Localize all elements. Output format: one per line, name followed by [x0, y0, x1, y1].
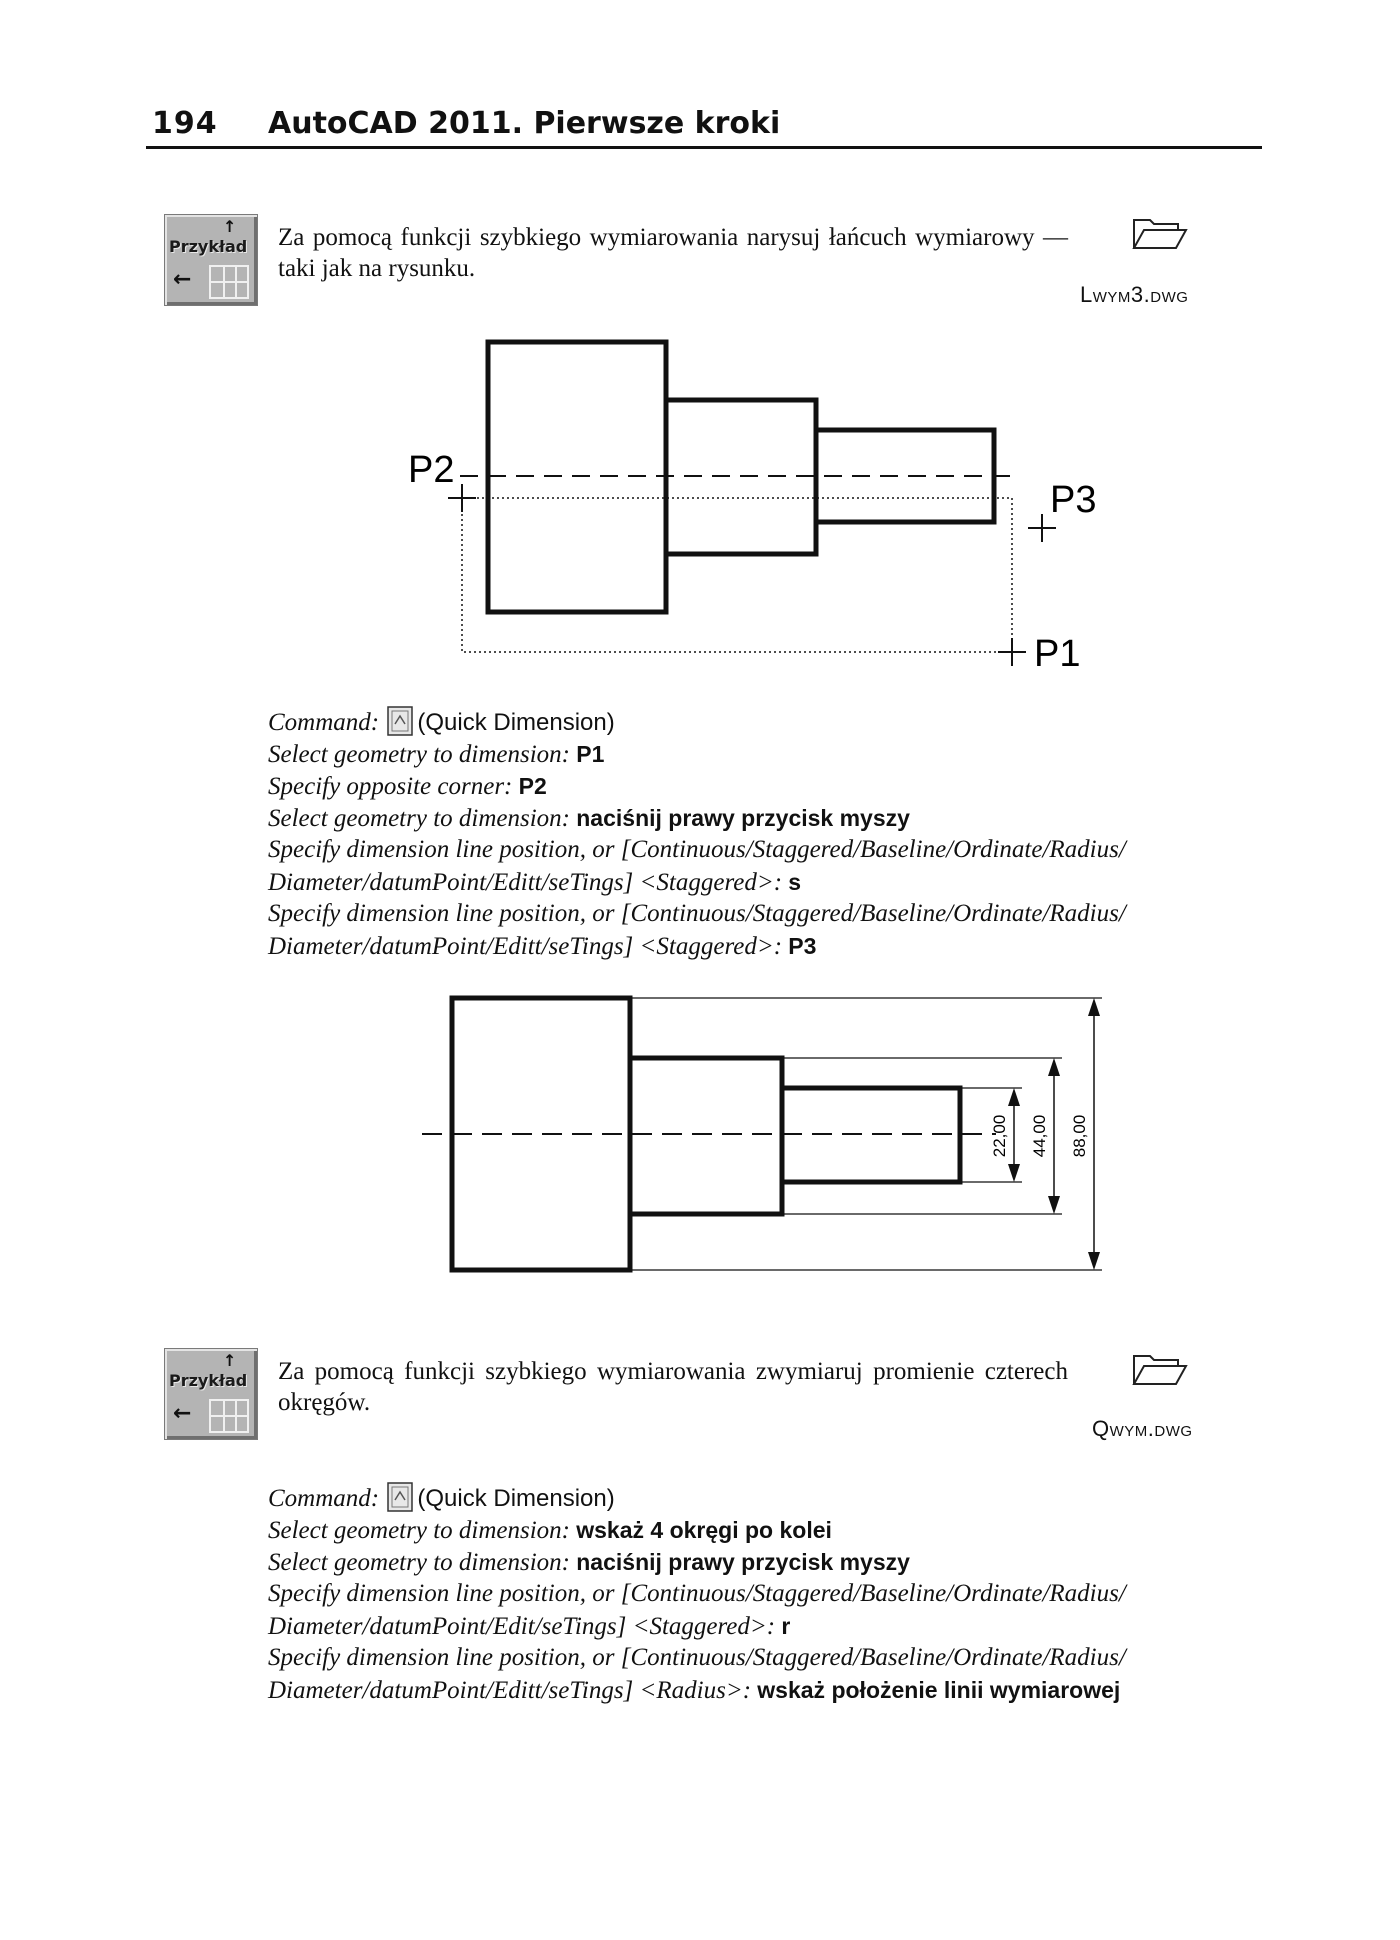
example-filename: Lwym3.dwg: [1080, 282, 1189, 307]
command-prompt: Diameter/datumPoint/Editt/seTings] <Staggered>:: [268, 933, 783, 960]
command-line: [268, 1514, 1268, 1546]
command-line: [268, 1578, 1268, 1610]
figure-dimensioned-shaft: [400, 988, 1120, 1288]
arrow-left-icon: ←: [173, 1401, 192, 1426]
example-badge: [164, 214, 258, 306]
command-listing-1: [268, 706, 1268, 962]
command-prompt: Select geometry to dimension:: [268, 741, 570, 768]
command-line: [268, 802, 1268, 834]
quick-dimension-icon: [387, 1482, 413, 1512]
folder-icon: [1128, 1350, 1188, 1390]
command-prompt: Specify dimension line position, or [Continuous/Staggered/Baseline/Ordinate/Radius/: [268, 900, 1126, 927]
command-line: [268, 706, 1268, 738]
user-input: naciśnij prawy przycisk myszy: [576, 1549, 910, 1575]
dimension-text-22: 22,00: [990, 1114, 1009, 1158]
example-badge: [164, 1348, 258, 1440]
command-prompt: Specify dimension line position, or [Continuous/Staggered/Baseline/Ordinate/Radius/: [268, 1580, 1126, 1607]
command-line: [268, 738, 1268, 770]
user-input: wskaż położenie linii wymiarowej: [757, 1677, 1121, 1703]
command-prompt: Specify dimension line position, or [Continuous/Staggered/Baseline/Ordinate/Radius/: [268, 836, 1126, 863]
command-prompt: Command:: [268, 1485, 380, 1512]
arrow-left-icon: ←: [173, 267, 192, 292]
command-line: [268, 930, 1268, 962]
command-line: [268, 1642, 1268, 1674]
command-prompt: Select geometry to dimension:: [268, 1549, 570, 1576]
command-line: [268, 1546, 1268, 1578]
user-input: P3: [788, 933, 817, 959]
command-prompt: Command:: [268, 709, 380, 736]
user-input: P1: [576, 741, 605, 767]
command-line: [268, 1610, 1268, 1642]
user-input: wskaż 4 okręgi po kolei: [576, 1517, 832, 1543]
command-line: [268, 898, 1268, 930]
page-header: [146, 104, 1262, 149]
book-title: AutoCAD 2011. Pierwsze kroki: [268, 106, 781, 141]
label-p1: P1: [1034, 633, 1081, 675]
user-input: P2: [518, 773, 547, 799]
example-badge-label: Przykład: [169, 237, 248, 256]
command-prompt: Specify opposite corner:: [268, 773, 513, 800]
command-prompt: Select geometry to dimension:: [268, 805, 570, 832]
example-text: Za pomocą funkcji szybkiego wymiarowania narysuj łańcuch wymiarowy — taki jak na rysunku.: [278, 224, 1068, 282]
command-prompt: Diameter/datumPoint/Editt/seTings] <Staggered>:: [268, 869, 783, 896]
figure-select-geometry: [400, 330, 1140, 700]
grid-icon: [209, 1399, 249, 1433]
arrow-up-icon: ↑: [223, 1351, 237, 1370]
command-name: (Quick Dimension): [417, 709, 615, 736]
example-badge-label: Przykład: [169, 1371, 248, 1390]
command-listing-2: [268, 1482, 1268, 1706]
label-p3: P3: [1050, 479, 1097, 521]
folder-icon: [1128, 214, 1188, 254]
user-input: r: [781, 1613, 791, 1639]
arrow-up-icon: ↑: [223, 217, 237, 236]
command-prompt: Specify dimension line position, or [Continuous/Staggered/Baseline/Ordinate/Radius/: [268, 1644, 1126, 1671]
user-input: naciśnij prawy przycisk myszy: [576, 805, 910, 831]
dimension-text-88: 88,00: [1070, 1114, 1089, 1158]
command-line: [268, 866, 1268, 898]
command-name: (Quick Dimension): [417, 1485, 615, 1512]
grid-icon: [209, 265, 249, 299]
dimension-text-44: 44,00: [1030, 1114, 1049, 1158]
command-prompt: Diameter/datumPoint/Edit/seTings] <Staggered>:: [268, 1613, 776, 1640]
command-line: [268, 834, 1268, 866]
command-prompt: Select geometry to dimension:: [268, 1517, 570, 1544]
shaft-middle-section: [630, 1058, 782, 1214]
command-line: [268, 770, 1268, 802]
page-number: 194: [152, 106, 218, 141]
example-text: Za pomocą funkcji szybkiego wymiarowania zwymiaruj promienie czterech okręgów.: [278, 1358, 1068, 1416]
quick-dimension-icon: [387, 706, 413, 736]
user-input: s: [788, 869, 802, 895]
command-line: [268, 1674, 1268, 1706]
label-p2: P2: [408, 449, 455, 491]
command-line: [268, 1482, 1268, 1514]
command-prompt: Diameter/datumPoint/Editt/seTings] <Radius>:: [268, 1677, 752, 1704]
example-filename: Qwym.dwg: [1092, 1416, 1193, 1441]
crosshair-p1-icon: [998, 638, 1026, 666]
